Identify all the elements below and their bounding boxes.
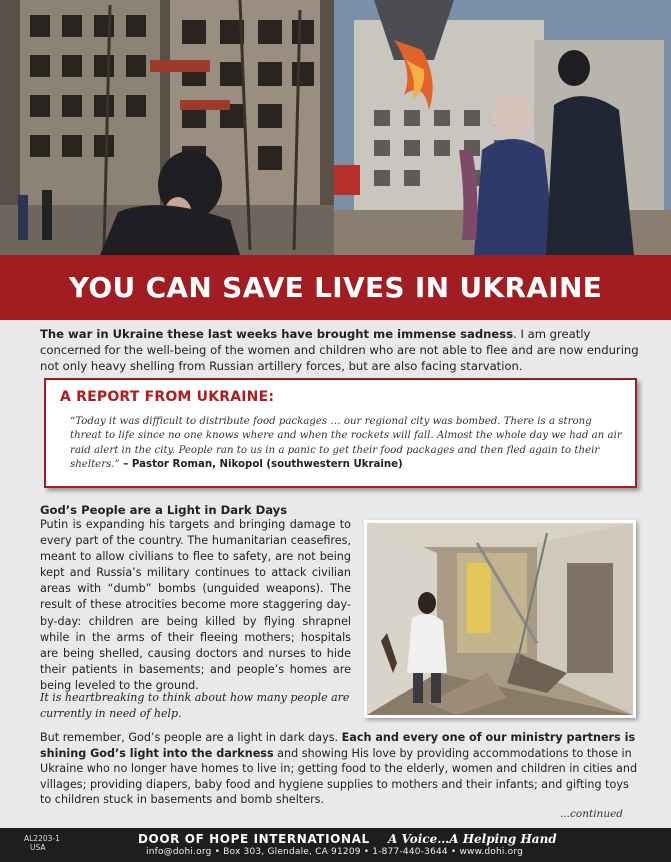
closing-start: But remember, God’s people are a light in dark days. <box>40 731 342 744</box>
appeal-code-line2: USA <box>30 843 46 852</box>
continued-label: ...continued <box>560 808 624 820</box>
closing-end: and showing His love by providing accommodations to those in Ukraine who no longer have homes to live in; getting food to the elderly, women and children in cities and villages; providing diapers, baby food and hygiene supplies to mothers and their infants; and gifting toys to children stuck in basements and bomb shelters. <box>40 746 638 807</box>
page-title: YOU CAN SAVE LIVES IN UKRAINE <box>68 271 603 304</box>
appeal-code <box>24 834 60 852</box>
report-title: A REPORT FROM UKRAINE: <box>60 389 275 405</box>
organization-tagline: A Voice…A Helping Hand <box>388 832 557 846</box>
section-body: Putin is expanding his targets and bringing damage to every part of the country. The humanitarian ceasefires, meant to allow civilians to flee to safety, are not being kept and Russia’s military continues to attack civilian areas with “dumb” bombs (unguided weapons). The result of these atrocities become more staggering day-by-day: children are being killed by flying shrapnel while in the arms of their fleeing mothers; hospitals are being shelled, causing doctors and nurses to hide their patients in basements; and people’s homes are being leveled to the ground. <box>40 518 351 692</box>
report-quote-text: “Today it was difficult to distribute food packages … our regional city was bombed. There is a strong threat to life since no one knows where and when the rockets will fall. Almost the whole day we had an air raid alert in the city. People ran to us in a panic to get their food packages and then fled again to their shelters.” <box>70 416 622 470</box>
organization-name: DOOR OF HOPE INTERNATIONAL <box>138 832 370 846</box>
article-body <box>0 320 671 828</box>
closing-bold: Each and every one of our ministry partners is shining God’s light into the darkness <box>40 731 636 760</box>
photo-damaged-hospital <box>364 520 636 718</box>
report-attribution: – Pastor Roman, Nikopol (southwestern Ukraine) <box>119 458 403 470</box>
header-photos <box>0 0 671 255</box>
report-box <box>44 378 637 488</box>
photo-damaged-building-elderly-man <box>0 0 334 255</box>
section-italic-note: It is heartbreaking to think about how many people are currently in need of help. <box>40 691 350 720</box>
report-quote <box>70 415 626 472</box>
photo-burning-apartment-women <box>334 0 671 255</box>
footer <box>0 828 671 862</box>
intro-paragraph <box>40 326 640 374</box>
appeal-code-line1: AL2203-1 <box>24 834 60 843</box>
contact-line: info@dohi.org • Box 303, Glendale, CA 91209 • 1-877-440-3644 • www.dohi.org <box>146 847 524 857</box>
intro-rest: . I am greatly concerned for the well-being of the women and children who are not able to flee and are now enduring not only heavy shelling from Russian artillery forces, but are also facing starvation. <box>40 327 639 373</box>
intro-bold: The war in Ukraine these last weeks have brought me immense sadness <box>40 327 514 341</box>
hospital-photo-image <box>367 523 633 715</box>
section-heading: God’s People are a Light in Dark Days <box>40 503 288 517</box>
title-banner <box>0 255 671 320</box>
closing-paragraph <box>40 730 640 808</box>
